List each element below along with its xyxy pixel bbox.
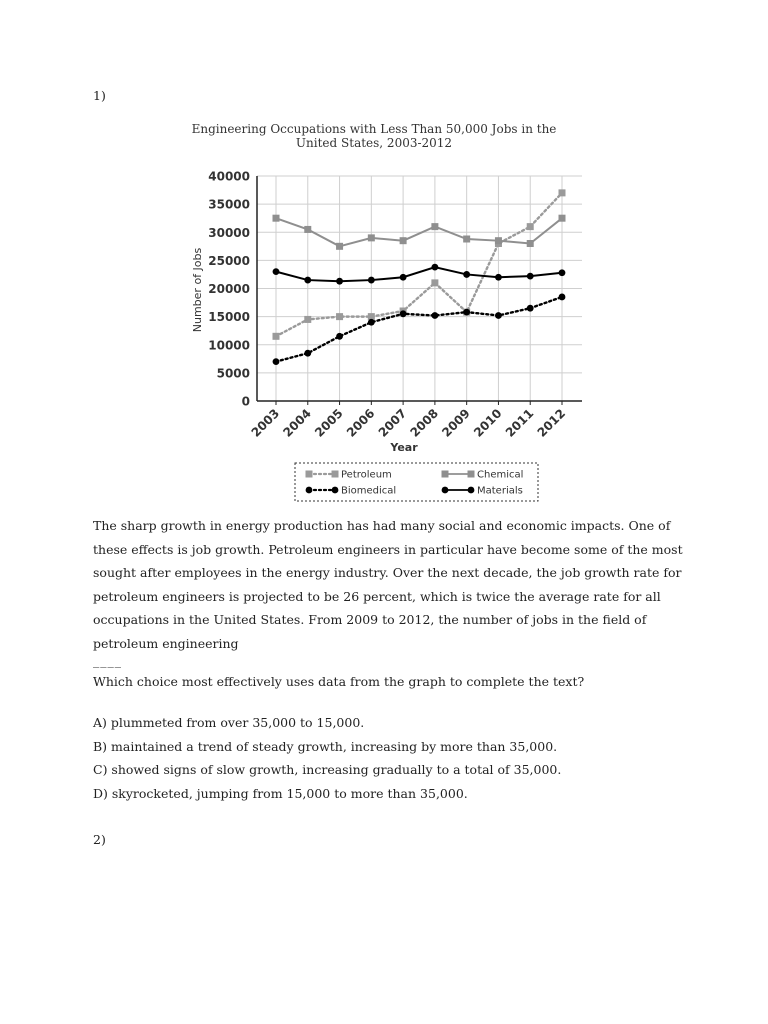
y-tick-label: 20000 [208, 282, 250, 296]
answer-choices [93, 711, 561, 805]
materials-data-point [336, 278, 343, 285]
y-tick-label: 0 [241, 394, 250, 409]
legend-materials-marker [468, 487, 475, 494]
legend-materials-marker [442, 487, 449, 494]
chemical-data-point [304, 226, 311, 233]
chemical-data-point [273, 215, 280, 222]
biomedical-data-point [559, 294, 566, 301]
biomedical-data-point [336, 333, 343, 340]
y-tick-label: 25000 [208, 253, 250, 268]
biomedical-data-point [273, 358, 280, 365]
biomedical-data-point [431, 312, 438, 319]
y-tick-label: 30000 [208, 225, 250, 240]
passage-text: The sharp growth in energy production has had many social and economic impacts. One of these effects is job growth. Petroleum engineers in particular have become some of the most sought after employees in the energy industry. Over the next decade, the job growth rate for petroleum engineers is projected to be 26 percent, which is twice the average rate for all occupations in the United States. From 2009 to 2012, the number of jobs in the field of petroleum engineering [93, 518, 683, 651]
question-prompt: Which choice most effectively uses data from the graph to complete the text? [93, 674, 585, 689]
materials-data-point [495, 274, 502, 281]
materials-data-point [559, 269, 566, 276]
x-tick-label: 2003 [248, 406, 283, 440]
line-chart [185, 112, 605, 507]
legend-chemical-label: Chemical [477, 469, 524, 481]
legend-petroleum-marker [306, 471, 313, 478]
y-tick-label: 40000 [208, 169, 250, 184]
y-tick-label: 15000 [208, 310, 250, 325]
chemical-data-point [463, 236, 470, 243]
materials-data-point [463, 271, 470, 278]
x-tick-label: 2012 [534, 406, 569, 440]
petroleum-data-point [304, 316, 311, 323]
passage [93, 514, 683, 667]
chart-title-line-1: Engineering Occupations with Less Than 50,000 Jobs in the [191, 122, 557, 136]
petroleum-data-point [431, 279, 438, 286]
legend-chemical-marker [442, 471, 449, 478]
x-tick-label: 2010 [471, 406, 505, 440]
x-tick-label: 2008 [407, 406, 442, 440]
biomedical-data-point [368, 319, 375, 326]
x-tick-label: 2006 [343, 406, 378, 440]
legend-biomedical-marker [332, 487, 339, 494]
question-2-number: 2) [93, 832, 106, 847]
biomedical-data-point [527, 305, 534, 312]
question-1-number: 1) [93, 88, 106, 103]
choice-a[interactable]: A) plummeted from over 35,000 to 15,000. [93, 715, 365, 730]
chemical-data-point [559, 215, 566, 222]
choice-d[interactable]: D) skyrocketed, jumping from 15,000 to more than 35,000. [93, 785, 468, 801]
materials-data-point [368, 277, 375, 284]
legend-petroleum-label: Petroleum [341, 469, 392, 481]
legend-chemical-marker [468, 471, 475, 478]
petroleum-data-point [527, 223, 534, 230]
legend-petroleum-marker [332, 471, 339, 478]
biomedical-data-point [463, 309, 470, 316]
x-tick-label: 2005 [312, 406, 346, 440]
materials-data-point [431, 264, 438, 271]
choice-c[interactable]: C) showed signs of slow growth, increasing gradually to a total of 35,000. [93, 762, 562, 778]
chemical-data-point [336, 243, 343, 250]
answer-blank: ____ [93, 653, 122, 668]
x-tick-label: 2009 [439, 406, 473, 440]
chart-title-line-2: United States, 2003-2012 [295, 136, 453, 150]
petroleum-data-point [559, 189, 566, 196]
y-axis-label: Number of Jobs [191, 247, 204, 333]
chemical-data-point [527, 240, 534, 247]
y-tick-label: 35000 [208, 197, 250, 212]
choice-b[interactable]: B) maintained a trend of steady growth, increasing by more than 35,000. [93, 738, 558, 754]
x-tick-label: 2004 [280, 406, 314, 440]
petroleum-data-point [336, 313, 343, 320]
y-tick-label: 10000 [208, 338, 250, 353]
materials-data-point [400, 274, 407, 281]
chemical-data-point [400, 237, 407, 244]
chemical-data-point [368, 234, 375, 241]
materials-data-point [527, 273, 534, 280]
y-tick-label: 5000 [216, 366, 250, 381]
biomedical-data-point [400, 310, 407, 317]
materials-data-point [273, 268, 280, 275]
legend-biomedical-label: Biomedical [341, 485, 397, 497]
legend-biomedical-marker [306, 487, 313, 494]
chemical-data-point [431, 223, 438, 230]
petroleum-data-point [273, 333, 280, 340]
materials-data-point [304, 277, 311, 284]
x-axis-label: Year [390, 441, 418, 454]
legend-materials-label: Materials [477, 485, 523, 497]
x-tick-label: 2007 [375, 406, 410, 440]
biomedical-data-point [495, 312, 502, 319]
chemical-data-point [495, 237, 502, 244]
biomedical-data-point [304, 350, 311, 357]
x-tick-label: 2011 [502, 406, 537, 440]
